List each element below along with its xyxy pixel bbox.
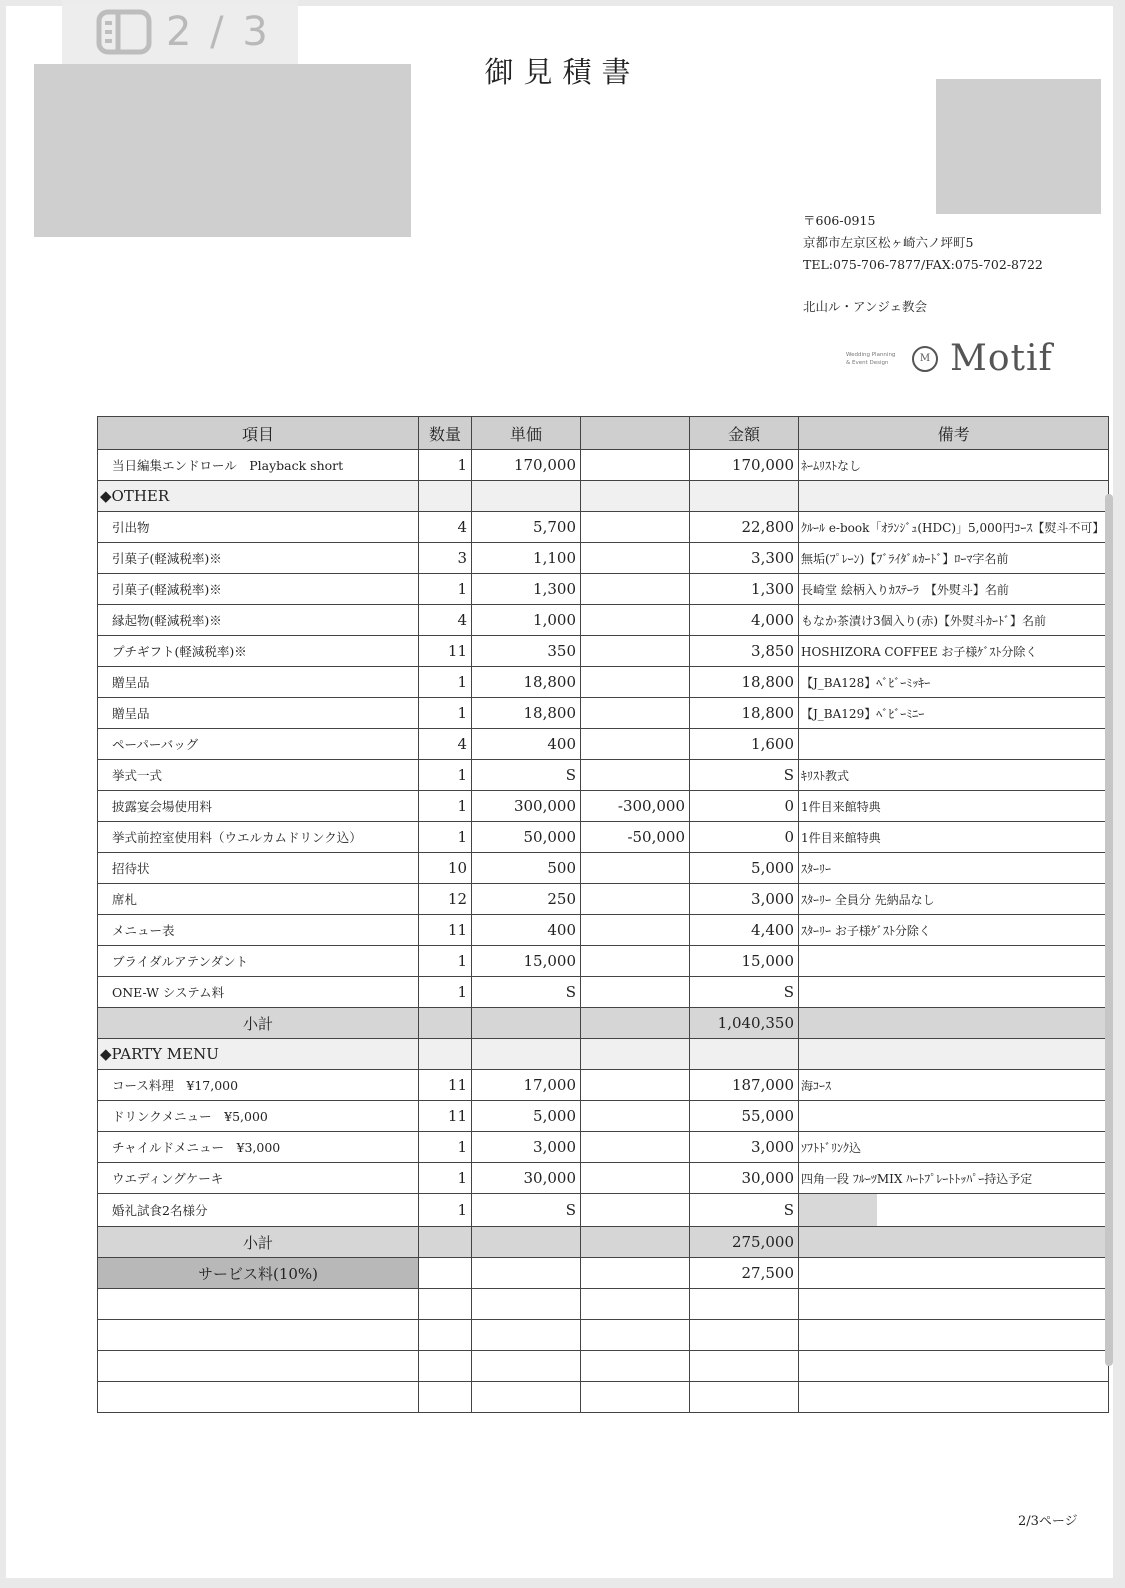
item-amount: 187,000 bbox=[690, 1070, 799, 1101]
item-name: 挙式一式 bbox=[98, 760, 419, 791]
item-unit-price: 350 bbox=[472, 636, 581, 667]
item-unit-price: 170,000 bbox=[472, 450, 581, 481]
item-note: 無垢(ﾌﾟﾚｰﾝ)【ﾌﾞﾗｲﾀﾞﾙｶｰﾄﾞ】ﾛｰﾏ字名前 bbox=[799, 543, 1109, 574]
empty-cell bbox=[799, 1320, 1109, 1351]
item-discount bbox=[581, 698, 690, 729]
item-qty: 4 bbox=[419, 512, 472, 543]
table-row bbox=[98, 1163, 1109, 1194]
item-discount bbox=[581, 512, 690, 543]
item-discount bbox=[581, 636, 690, 667]
item-amount: 15,000 bbox=[690, 946, 799, 977]
empty-cell bbox=[799, 1227, 1109, 1258]
empty-cell bbox=[799, 1289, 1109, 1320]
header-item: 項目 bbox=[98, 417, 419, 450]
table-row bbox=[98, 1101, 1109, 1132]
item-amount: 0 bbox=[690, 791, 799, 822]
redacted-note bbox=[799, 1194, 877, 1226]
empty-cell bbox=[581, 1351, 690, 1382]
empty-cell bbox=[690, 1382, 799, 1413]
item-qty: 1 bbox=[419, 698, 472, 729]
section-row bbox=[98, 1039, 1109, 1070]
item-note: ｽﾀｰﾘｰ お子様ｹﾞｽﾄ分除く bbox=[799, 915, 1109, 946]
item-unit-price: S bbox=[472, 760, 581, 791]
section-label: ◆OTHER bbox=[98, 481, 419, 512]
item-qty: 11 bbox=[419, 636, 472, 667]
item-name: メニュー表 bbox=[98, 915, 419, 946]
item-unit-price: 1,300 bbox=[472, 574, 581, 605]
table-row bbox=[98, 853, 1109, 884]
item-note bbox=[799, 729, 1109, 760]
table-row bbox=[98, 1070, 1109, 1101]
sidebar-toggle-icon[interactable] bbox=[96, 9, 152, 55]
table-row bbox=[98, 915, 1109, 946]
empty-cell bbox=[419, 1320, 472, 1351]
item-unit-price: 5,000 bbox=[472, 1101, 581, 1132]
empty-cell bbox=[472, 1320, 581, 1351]
item-amount: 3,300 bbox=[690, 543, 799, 574]
blank-row bbox=[98, 1289, 1109, 1320]
item-qty: 1 bbox=[419, 450, 472, 481]
empty-cell bbox=[98, 1351, 419, 1382]
subtotal-label: 小計 bbox=[98, 1227, 419, 1258]
empty-cell bbox=[690, 1289, 799, 1320]
scrollbar[interactable] bbox=[1105, 494, 1113, 1366]
item-qty: 3 bbox=[419, 543, 472, 574]
header-notes: 備考 bbox=[799, 417, 1109, 450]
item-name: コース料理 ¥17,000 bbox=[98, 1070, 419, 1101]
item-discount bbox=[581, 977, 690, 1008]
empty-cell bbox=[472, 1039, 581, 1070]
item-name: ONE-W システム料 bbox=[98, 977, 419, 1008]
item-unit-price: 30,000 bbox=[472, 1163, 581, 1194]
item-name: 当日編集エンドロール Playback short bbox=[98, 450, 419, 481]
header-amount: 金額 bbox=[690, 417, 799, 450]
item-name: 席札 bbox=[98, 884, 419, 915]
subtotal-amount: 275,000 bbox=[690, 1227, 799, 1258]
section-row bbox=[98, 481, 1109, 512]
item-name: 贈呈品 bbox=[98, 698, 419, 729]
item-unit-price: 400 bbox=[472, 915, 581, 946]
empty-cell bbox=[799, 481, 1109, 512]
item-amount: 3,850 bbox=[690, 636, 799, 667]
empty-cell bbox=[581, 1039, 690, 1070]
item-note bbox=[799, 946, 1109, 977]
item-note: 1件目来館特典 bbox=[799, 822, 1109, 853]
item-unit-price: 500 bbox=[472, 853, 581, 884]
estimate-table bbox=[97, 416, 1109, 1413]
item-amount: 0 bbox=[690, 822, 799, 853]
item-discount bbox=[581, 543, 690, 574]
item-qty: 12 bbox=[419, 884, 472, 915]
empty-cell bbox=[799, 1258, 1109, 1289]
empty-cell bbox=[690, 1039, 799, 1070]
table-row bbox=[98, 946, 1109, 977]
item-qty: 11 bbox=[419, 915, 472, 946]
empty-cell bbox=[472, 1227, 581, 1258]
table-row bbox=[98, 729, 1109, 760]
blank-row bbox=[98, 1351, 1109, 1382]
item-qty: 1 bbox=[419, 946, 472, 977]
item-discount bbox=[581, 667, 690, 698]
item-unit-price: 5,700 bbox=[472, 512, 581, 543]
item-name: チャイルドメニュー ¥3,000 bbox=[98, 1132, 419, 1163]
empty-cell bbox=[799, 1008, 1109, 1039]
item-note: 長崎堂 絵柄入りｶｽﾃｰﾗ 【外熨斗】名前 bbox=[799, 574, 1109, 605]
item-qty: 1 bbox=[419, 977, 472, 1008]
page-indicator-badge[interactable] bbox=[62, 0, 298, 64]
empty-cell bbox=[472, 1351, 581, 1382]
empty-cell bbox=[419, 1008, 472, 1039]
table-row bbox=[98, 574, 1109, 605]
item-name: 挙式前控室使用料（ウエルカムドリンク込） bbox=[98, 822, 419, 853]
item-discount bbox=[581, 884, 690, 915]
venue-name: 北山ル・アンジェ教会 bbox=[803, 299, 927, 314]
item-qty: 4 bbox=[419, 729, 472, 760]
item-discount bbox=[581, 946, 690, 977]
item-discount bbox=[581, 915, 690, 946]
item-unit-price: 1,100 bbox=[472, 543, 581, 574]
logo-tagline-line: Wedding Planning bbox=[846, 351, 896, 358]
item-amount: 4,400 bbox=[690, 915, 799, 946]
item-discount bbox=[581, 1194, 690, 1227]
item-discount bbox=[581, 1132, 690, 1163]
service-charge-row bbox=[98, 1258, 1109, 1289]
item-amount: S bbox=[690, 977, 799, 1008]
empty-cell bbox=[799, 1382, 1109, 1413]
item-qty: 1 bbox=[419, 1194, 472, 1227]
service-charge-amount: 27,500 bbox=[690, 1258, 799, 1289]
item-discount bbox=[581, 760, 690, 791]
item-note: もなか茶漬け3個入り(赤)【外熨斗ｶｰﾄﾞ】名前 bbox=[799, 605, 1109, 636]
item-unit-price: 18,800 bbox=[472, 698, 581, 729]
table-row bbox=[98, 698, 1109, 729]
item-note: ﾈｰﾑﾘｽﾄなし bbox=[799, 450, 1109, 481]
table-row bbox=[98, 1194, 1109, 1227]
item-amount: 3,000 bbox=[690, 1132, 799, 1163]
item-note: ｽﾀｰﾘｰ 全員分 先納品なし bbox=[799, 884, 1109, 915]
item-note bbox=[799, 1101, 1109, 1132]
header-discount bbox=[581, 417, 690, 450]
empty-cell bbox=[581, 1258, 690, 1289]
item-note: ｽﾀｰﾘｰ bbox=[799, 853, 1109, 884]
item-note bbox=[799, 977, 1109, 1008]
item-note: ｿﾌﾄﾄﾞﾘﾝｸ込 bbox=[799, 1132, 1109, 1163]
empty-cell bbox=[419, 1258, 472, 1289]
empty-cell bbox=[799, 1351, 1109, 1382]
empty-cell bbox=[581, 1320, 690, 1351]
table-row bbox=[98, 791, 1109, 822]
empty-cell bbox=[98, 1320, 419, 1351]
item-qty: 4 bbox=[419, 605, 472, 636]
item-unit-price: 17,000 bbox=[472, 1070, 581, 1101]
item-name: 披露宴会場使用料 bbox=[98, 791, 419, 822]
item-name: ドリンクメニュー ¥5,000 bbox=[98, 1101, 419, 1132]
empty-cell bbox=[472, 1382, 581, 1413]
item-name: 贈呈品 bbox=[98, 667, 419, 698]
item-name: 引菓子(軽減税率)※ bbox=[98, 574, 419, 605]
section-label: ◆PARTY MENU bbox=[98, 1039, 419, 1070]
empty-cell bbox=[581, 1227, 690, 1258]
item-note: ｷﾘｽﾄ教式 bbox=[799, 760, 1109, 791]
item-amount: 1,600 bbox=[690, 729, 799, 760]
table-row bbox=[98, 1132, 1109, 1163]
blank-row bbox=[98, 1320, 1109, 1351]
table-row bbox=[98, 822, 1109, 853]
empty-cell bbox=[419, 1289, 472, 1320]
item-name: ウエディングケーキ bbox=[98, 1163, 419, 1194]
item-qty: 11 bbox=[419, 1070, 472, 1101]
item-name: 婚礼試食2名様分 bbox=[98, 1194, 419, 1227]
item-amount: 3,000 bbox=[690, 884, 799, 915]
address-line: TEL:075-706-7877/FAX:075-702-8722 bbox=[803, 257, 1043, 272]
logo-brand: Motif bbox=[950, 338, 1053, 379]
item-amount: 5,000 bbox=[690, 853, 799, 884]
empty-cell bbox=[581, 1289, 690, 1320]
item-amount: 18,800 bbox=[690, 667, 799, 698]
table-row bbox=[98, 667, 1109, 698]
item-note: 1件目来館特典 bbox=[799, 791, 1109, 822]
item-name: 招待状 bbox=[98, 853, 419, 884]
item-qty: 1 bbox=[419, 1132, 472, 1163]
item-unit-price: 50,000 bbox=[472, 822, 581, 853]
empty-cell bbox=[581, 481, 690, 512]
item-unit-price: 300,000 bbox=[472, 791, 581, 822]
item-qty: 1 bbox=[419, 822, 472, 853]
company-address bbox=[803, 210, 1043, 276]
subtotal-row bbox=[98, 1227, 1109, 1258]
item-amount: S bbox=[690, 760, 799, 791]
logo-tagline-line: & Event Design bbox=[846, 359, 889, 366]
item-unit-price: 18,800 bbox=[472, 667, 581, 698]
page-footer: 2/3ページ bbox=[1018, 1514, 1078, 1529]
item-note: 【J_BA129】ﾍﾞﾋﾞｰﾐﾆｰ bbox=[799, 698, 1109, 729]
empty-cell bbox=[690, 1320, 799, 1351]
item-discount bbox=[581, 605, 690, 636]
item-discount bbox=[581, 574, 690, 605]
item-note: HOSHIZORA COFFEE お子様ｹﾞｽﾄ分除く bbox=[799, 636, 1109, 667]
item-unit-price: 400 bbox=[472, 729, 581, 760]
subtotal-row bbox=[98, 1008, 1109, 1039]
table-row bbox=[98, 760, 1109, 791]
empty-cell bbox=[419, 1382, 472, 1413]
service-charge-label: サービス料(10%) bbox=[98, 1258, 419, 1289]
empty-cell bbox=[98, 1382, 419, 1413]
redacted-block bbox=[936, 79, 1101, 214]
item-qty: 1 bbox=[419, 791, 472, 822]
table-row bbox=[98, 605, 1109, 636]
table-row bbox=[98, 450, 1109, 481]
item-qty: 1 bbox=[419, 667, 472, 698]
empty-cell bbox=[581, 1008, 690, 1039]
item-unit-price: 3,000 bbox=[472, 1132, 581, 1163]
item-note: ｸﾙｰﾙ e-book「ｵﾗﾝｼﾞｭ(HDC)」5,000円ｺｰｽ【熨斗不可】 bbox=[799, 512, 1109, 543]
item-discount bbox=[581, 853, 690, 884]
item-unit-price: 250 bbox=[472, 884, 581, 915]
empty-cell bbox=[419, 1039, 472, 1070]
item-amount: 18,800 bbox=[690, 698, 799, 729]
blank-row bbox=[98, 1382, 1109, 1413]
empty-cell bbox=[581, 1382, 690, 1413]
empty-cell bbox=[419, 481, 472, 512]
item-name: 引出物 bbox=[98, 512, 419, 543]
item-qty: 10 bbox=[419, 853, 472, 884]
item-name: ブライダルアテンダント bbox=[98, 946, 419, 977]
item-name: ペーパーバッグ bbox=[98, 729, 419, 760]
table-header-row bbox=[98, 417, 1109, 450]
header-unit-price: 単価 bbox=[472, 417, 581, 450]
logo-tagline bbox=[846, 351, 912, 367]
item-amount: 1,300 bbox=[690, 574, 799, 605]
table-row bbox=[98, 977, 1109, 1008]
subtotal-label: 小計 bbox=[98, 1008, 419, 1039]
page-indicator: 2 / 3 bbox=[166, 9, 271, 55]
table-row bbox=[98, 636, 1109, 667]
empty-cell bbox=[98, 1289, 419, 1320]
item-qty: 11 bbox=[419, 1101, 472, 1132]
item-name: プチギフト(軽減税率)※ bbox=[98, 636, 419, 667]
header-qty: 数量 bbox=[419, 417, 472, 450]
empty-cell bbox=[799, 1039, 1109, 1070]
item-amount: 30,000 bbox=[690, 1163, 799, 1194]
item-discount bbox=[581, 729, 690, 760]
item-discount: -50,000 bbox=[581, 822, 690, 853]
empty-cell bbox=[472, 1008, 581, 1039]
item-discount bbox=[581, 450, 690, 481]
item-discount bbox=[581, 1163, 690, 1194]
item-note: 四角一段 ﾌﾙｰﾂMIX ﾊｰﾄﾌﾟﾚｰﾄﾄｯﾊﾟｰ持込予定 bbox=[799, 1163, 1109, 1194]
item-amount: 55,000 bbox=[690, 1101, 799, 1132]
address-line: 〒606-0915 bbox=[803, 213, 876, 228]
empty-cell bbox=[472, 1258, 581, 1289]
document-title: 御見積書 bbox=[484, 55, 641, 89]
item-note: 海ｺｰｽ bbox=[799, 1070, 1109, 1101]
empty-cell bbox=[472, 481, 581, 512]
table-row bbox=[98, 884, 1109, 915]
item-discount: -300,000 bbox=[581, 791, 690, 822]
item-discount bbox=[581, 1101, 690, 1132]
empty-cell bbox=[419, 1227, 472, 1258]
table-row bbox=[98, 512, 1109, 543]
item-amount: 22,800 bbox=[690, 512, 799, 543]
item-unit-price: S bbox=[472, 1194, 581, 1227]
item-qty: 1 bbox=[419, 574, 472, 605]
table-row bbox=[98, 543, 1109, 574]
item-amount: 4,000 bbox=[690, 605, 799, 636]
empty-cell bbox=[690, 481, 799, 512]
company-logo bbox=[846, 338, 1053, 379]
empty-cell bbox=[472, 1289, 581, 1320]
item-amount: S bbox=[690, 1194, 799, 1227]
subtotal-amount: 1,040,350 bbox=[690, 1008, 799, 1039]
item-name: 引菓子(軽減税率)※ bbox=[98, 543, 419, 574]
item-note bbox=[799, 1194, 1109, 1227]
item-unit-price: 15,000 bbox=[472, 946, 581, 977]
address-line: 京都市左京区松ヶ崎六ノ坪町5 bbox=[803, 235, 974, 250]
item-unit-price: S bbox=[472, 977, 581, 1008]
empty-cell bbox=[690, 1351, 799, 1382]
item-discount bbox=[581, 1070, 690, 1101]
item-note: 【J_BA128】ﾍﾞﾋﾞｰﾐｯｷｰ bbox=[799, 667, 1109, 698]
item-qty: 1 bbox=[419, 1163, 472, 1194]
item-amount: 170,000 bbox=[690, 450, 799, 481]
item-qty: 1 bbox=[419, 760, 472, 791]
logo-mark-icon: M bbox=[912, 346, 938, 372]
empty-cell bbox=[419, 1351, 472, 1382]
item-name: 縁起物(軽減税率)※ bbox=[98, 605, 419, 636]
item-unit-price: 1,000 bbox=[472, 605, 581, 636]
